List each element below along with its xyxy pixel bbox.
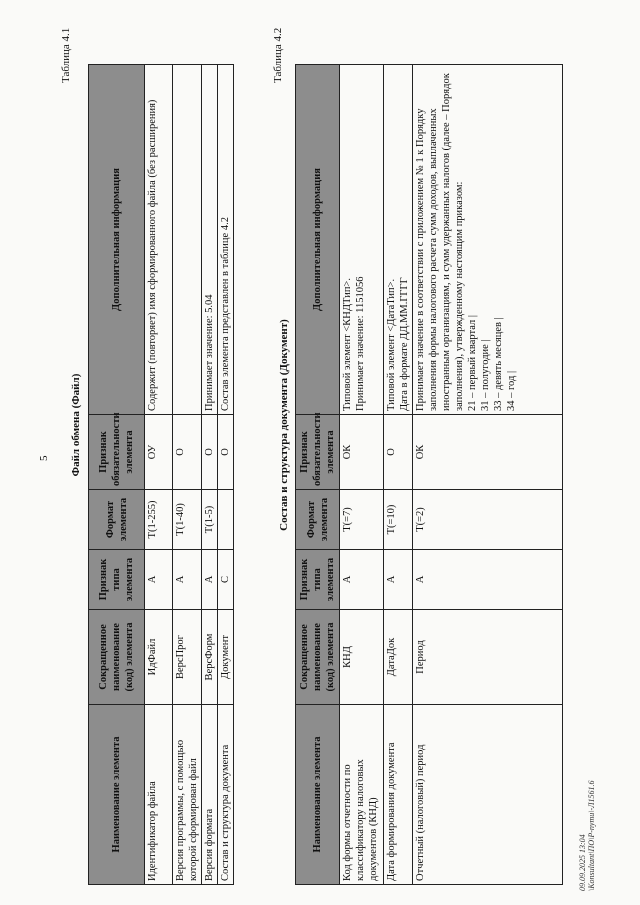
table-cell: А bbox=[340, 550, 384, 610]
table2-title: Состав и структура документа (Документ) bbox=[278, 319, 290, 531]
table-cell: ОК bbox=[340, 415, 384, 490]
table-cell: ВерсФорм bbox=[202, 610, 218, 705]
info-line: Принимает значение: 1151056 bbox=[355, 276, 366, 411]
info-line: Типовой элемент <ДатаТип>. bbox=[386, 278, 397, 411]
stamp-line: 09.09.2025 13:04 bbox=[578, 834, 587, 891]
table-cell: О bbox=[384, 415, 413, 490]
table-cell bbox=[340, 65, 384, 415]
table-cell: ВерсПрог bbox=[173, 610, 202, 705]
table2-header: Формат элемента bbox=[296, 490, 340, 550]
table1-header: Признак типа элемента bbox=[89, 550, 145, 610]
table-cell bbox=[384, 65, 413, 415]
table-cell: Версия формата bbox=[202, 705, 218, 885]
table-cell: Принимает значение: 5.04 bbox=[202, 65, 218, 415]
table-cell: Т(1-5) bbox=[202, 490, 218, 550]
table2-header: Признак обязательности элемента bbox=[296, 415, 340, 490]
table2 bbox=[295, 64, 563, 885]
table-cell: Идентификатор файла bbox=[145, 705, 173, 885]
table1-title: Файл обмена (Файл) bbox=[70, 373, 82, 477]
table-cell: ОК bbox=[413, 415, 563, 490]
table-cell: А bbox=[202, 550, 218, 610]
table-cell: Документ bbox=[218, 610, 234, 705]
table-cell bbox=[218, 490, 234, 550]
page-number: 5 bbox=[38, 455, 50, 461]
table-cell: Состав и структура документа bbox=[218, 705, 234, 885]
table1-header: Сокращенное наименование (код) элемента bbox=[89, 610, 145, 705]
table2-header: Наименование элемента bbox=[296, 705, 340, 885]
table-cell: Версия программы, с помощью которой сформирован файл bbox=[173, 705, 202, 885]
table-cell: Т(=7) bbox=[340, 490, 384, 550]
table-cell: Состав элемента представлен в таблице 4.2 bbox=[218, 65, 234, 415]
table-cell: А bbox=[384, 550, 413, 610]
table-row bbox=[384, 65, 413, 885]
table1-header: Формат элемента bbox=[89, 490, 145, 550]
table-cell bbox=[413, 65, 563, 415]
table-row bbox=[173, 65, 202, 885]
table-cell: Отчетный (налоговый) период bbox=[413, 705, 563, 885]
table2-header: Дополнительная информация bbox=[296, 65, 340, 415]
table1 bbox=[88, 64, 234, 885]
table-row bbox=[413, 65, 563, 885]
table-cell: Содержит (повторяет) имя сформированного файла (без расширения) bbox=[145, 65, 173, 415]
table-cell: ДатаДок bbox=[384, 610, 413, 705]
stamp-line: \Konsultant\ПО\Р-пути\-Л1561.6 bbox=[587, 780, 596, 891]
table-cell: С bbox=[218, 550, 234, 610]
table-row bbox=[145, 65, 173, 885]
table-row bbox=[340, 65, 384, 885]
table-cell: Период bbox=[413, 610, 563, 705]
table-cell: Дата формирования документа bbox=[384, 705, 413, 885]
table1-header: Признак обязательности элемента bbox=[89, 415, 145, 490]
info-line: Принимает значение в соответствии с приложением № 1 к Порядку заполнения формы налогового расчета сумм доходов, выплаченных иностранным организациям, и сумм удержанных налогов (далее – Порядок заполнения), утвержденному настоящим приказом: bbox=[415, 73, 465, 411]
table-cell: Т(=2) bbox=[413, 490, 563, 550]
info-line: 33 – девять месяцев | bbox=[493, 317, 504, 411]
table-cell: ИдФайл bbox=[145, 610, 173, 705]
table-row bbox=[218, 65, 234, 885]
info-line: Типовой элемент <КНДТип>. bbox=[342, 278, 353, 411]
table2-header: Сокращенное наименование (код) элемента bbox=[296, 610, 340, 705]
table-cell: О bbox=[202, 415, 218, 490]
table-row bbox=[202, 65, 218, 885]
table-cell: О bbox=[173, 415, 202, 490]
info-line: 31 – полугодие | bbox=[480, 339, 491, 411]
info-line: 34 – год | bbox=[506, 370, 517, 411]
table-cell bbox=[173, 65, 202, 415]
table-cell: Т(1-40) bbox=[173, 490, 202, 550]
table-cell: Т(=10) bbox=[384, 490, 413, 550]
print-stamp bbox=[578, 780, 596, 891]
table-cell: О bbox=[218, 415, 234, 490]
table-cell: Т(1-255) bbox=[145, 490, 173, 550]
table1-header: Наименование элемента bbox=[89, 705, 145, 885]
info-line: 21 – первый квартал | bbox=[467, 315, 478, 411]
table1-header-row bbox=[89, 65, 145, 885]
table-cell: А bbox=[413, 550, 563, 610]
table1-label: Таблица 4.1 bbox=[60, 27, 72, 83]
table-cell: ОУ bbox=[145, 415, 173, 490]
table-cell: КНД bbox=[340, 610, 384, 705]
table-cell: А bbox=[145, 550, 173, 610]
table-cell: А bbox=[173, 550, 202, 610]
info-line: Дата в формате ДД.ММ.ГГГГ bbox=[399, 277, 410, 411]
table1-header: Дополнительная информация bbox=[89, 65, 145, 415]
table-cell: Код формы отчетности по классификатору налоговых документов (КНД) bbox=[340, 705, 384, 885]
table2-header-row bbox=[296, 65, 340, 885]
table2-header: Признак типа элемента bbox=[296, 550, 340, 610]
table2-label: Таблица 4.2 bbox=[272, 27, 284, 83]
